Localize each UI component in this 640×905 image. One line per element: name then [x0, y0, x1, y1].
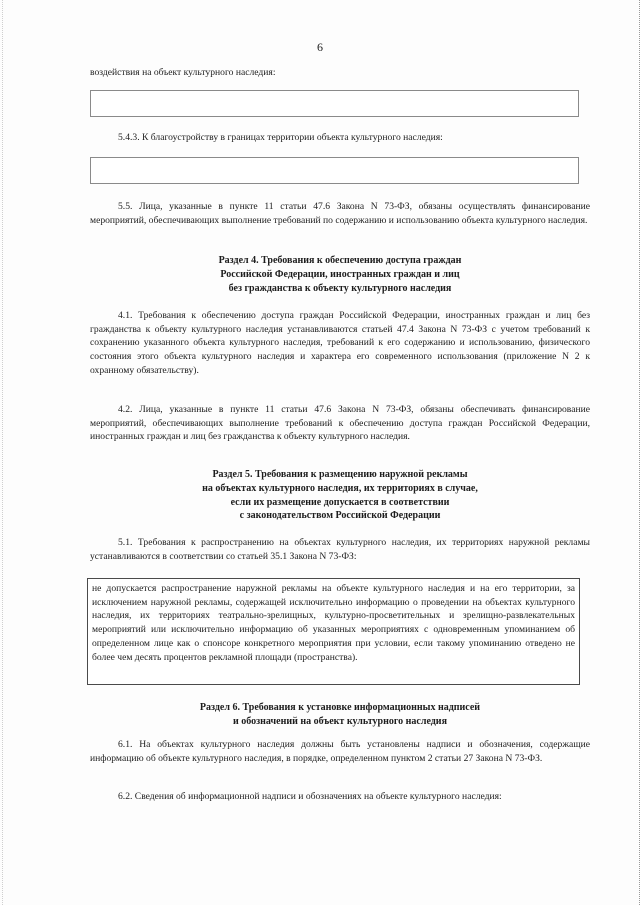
paragraph-5-4-3: 5.4.3. К благоустройству в границах территории объекта культурного наследия:: [118, 132, 443, 143]
paragraph-4-2: 4.2. Лица, указанные в пункте 11 статьи 47.6 Закона N 73-ФЗ, обязаны обеспечивать финансирование мероприятий, обеспечивающих выполнение требований к обеспечению доступа граждан Российской Федерации, иностранных граждан и лиц без гражданства к объекту культурного наследия.: [90, 404, 590, 443]
paragraph-6-2: 6.2. Сведения об информационной надписи и обозначениях на объекте культурного наследия:: [118, 791, 502, 802]
section-6-heading-line-1: Раздел 6. Требования к установке информационных надписей: [199, 702, 481, 713]
scan-edge-left: [2, 0, 4, 905]
section-5-heading-line-4: с законодательством Российской Федерации: [239, 510, 441, 522]
section-4-heading-line-2: Российской Федерации, иностранных граждан и лиц: [220, 268, 460, 280]
empty-field-box-landscaping: [90, 157, 579, 184]
paragraph-impact-heading: воздействия на объект культурного наследия:: [90, 67, 276, 78]
paragraph-5-1: 5.1. Требования к распространению на объектах культурного наследия, их территориях наружной рекламы устанавливаются в соответствии со статьей 35.1 Закона N 73-ФЗ:: [90, 537, 590, 562]
section-6-heading-line-2: и обозначений на объект культурного наследия: [233, 715, 447, 727]
section-4-heading-line-1: Раздел 4. Требования к обеспечению доступа граждан: [218, 255, 462, 266]
section-5-heading: [120, 468, 560, 523]
empty-field-box-impact: [90, 90, 579, 117]
page-number: 6: [317, 40, 323, 54]
section-4-heading-line-3: без гражданства к объекту культурного наследия: [228, 282, 452, 294]
advertising-rules-text: не допускается распространение наружной рекламы на объекте культурного наследия и на его территории, за исключением наружной рекламы, содержащей исключительно информацию о проведении на объектах культурного наследия, их территориях театрально-зрелищных, культурно-просветительных и зрелищно-развлекательных мероприятий или исключительно информацию об указанных мероприятиях с одновременным упоминанием об определенном лице как о спонсоре конкретного мероприятия при условии, если такому упоминанию отведено не более чем десять процентов рекламной площади (пространства).: [92, 583, 575, 663]
section-6-heading: [120, 701, 560, 729]
advertising-rules-box: [87, 578, 580, 685]
section-5-heading-line-2: на объектах культурного наследия, их территориях в случае,: [202, 482, 478, 494]
scan-edge-right: [636, 0, 640, 905]
paragraph-6-1: 6.1. На объектах культурного наследия должны быть установлены надписи и обозначения, содержащие информацию об объекте культурного наследия, в порядке, определенном пунктом 2 статьи 27 Закона N 73-ФЗ.: [90, 739, 590, 764]
section-5-heading-line-1: Раздел 5. Требования к размещению наружной рекламы: [212, 469, 468, 480]
section-4-heading: [120, 254, 560, 295]
paragraph-4-1: 4.1. Требования к обеспечению доступа граждан Российской Федерации, иностранных граждан и лиц без гражданства к объекту культурного наследия устанавливаются статьей 47.4 Закона N 73-ФЗ с учетом требований к сохранению указанного объекта культурного наследия, требований к его содержанию и использованию, физического состояния этого объекта культурного наследия и характера его современного использования (приложение N 2 к охранному обязательству).: [90, 310, 590, 376]
section-5-heading-line-3: если их размещение допускается в соответствии: [230, 496, 450, 508]
paragraph-5-5: 5.5. Лица, указанные в пункте 11 статьи 47.6 Закона N 73-ФЗ, обязаны осуществлять финансирование мероприятий, обеспечивающих выполнение требований по содержанию и использованию объекта культурного наследия.: [90, 201, 590, 226]
